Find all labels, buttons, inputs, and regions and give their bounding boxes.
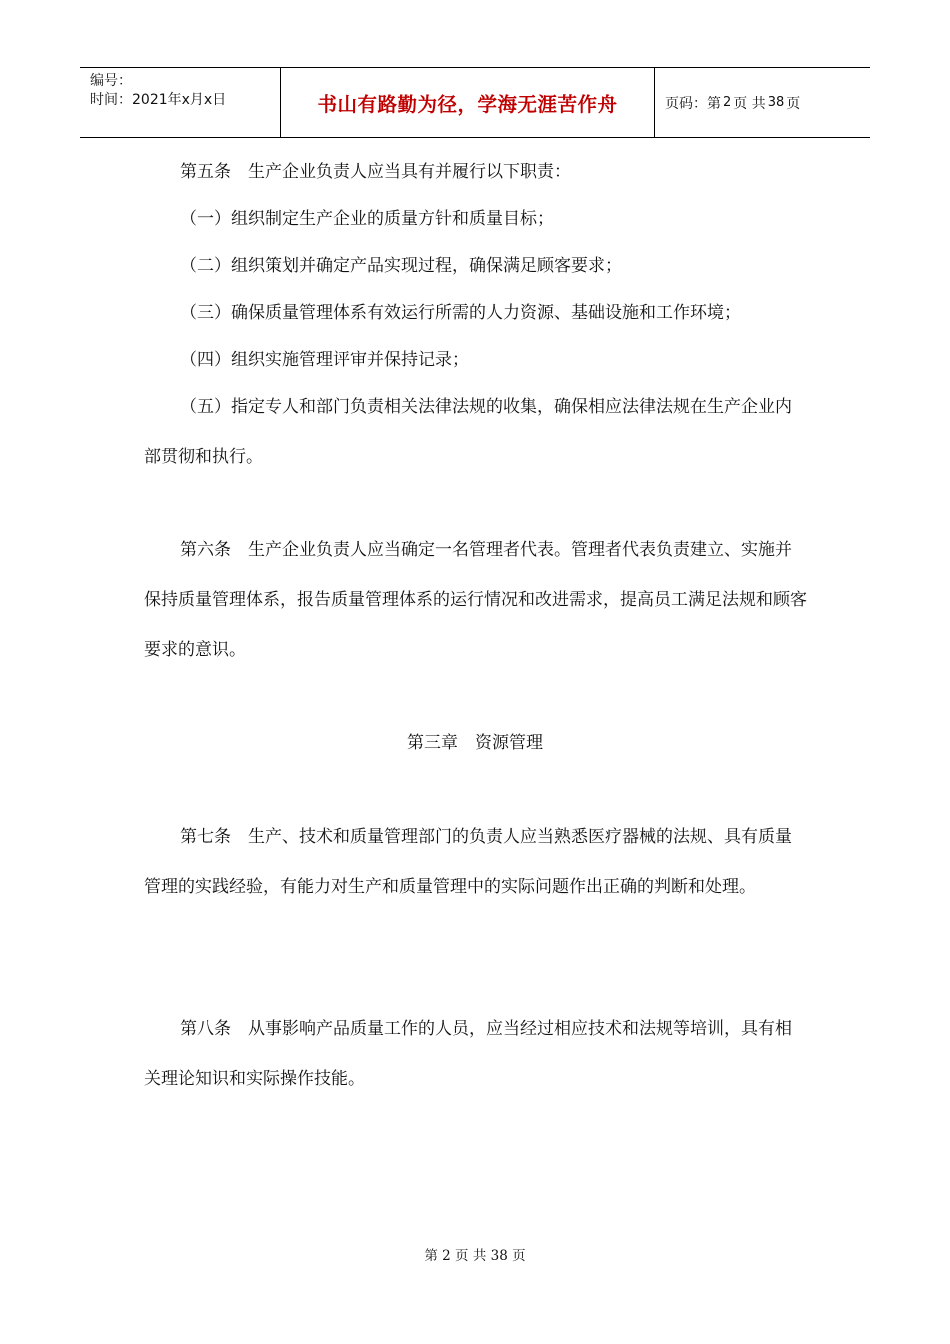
duty-item-3: （三）确保质量管理体系有效运行所需的人力资源、基础设施和工作环境； bbox=[180, 303, 741, 323]
duty-item-4: （四）组织实施管理评审并保持记录； bbox=[180, 350, 469, 370]
page-total: 38 bbox=[767, 95, 785, 110]
page-footer: 第 2 页 共 38 页 bbox=[424, 1248, 526, 1264]
page-prefix: 页码：第 bbox=[665, 95, 721, 112]
duty-item-5: （五）指定专人和部门负责相关法律法规的收集，确保相应法律法规在生产企业内部贯彻和执行。 bbox=[144, 397, 792, 467]
page-header bbox=[80, 67, 870, 138]
header-motto: 书山有路勤为径，学海无涯苦作舟 bbox=[281, 68, 655, 137]
page-mid: 页 共 bbox=[733, 95, 766, 112]
chapter-heading: 第三章 资源管理 bbox=[407, 733, 543, 753]
article-7: 第七条 生产、技术和质量管理部门的负责人应当熟悉医疗器械的法规、具有质量管理的实践经验，有能力对生产和质量管理中的实际问题作出正确的判断和处理。 bbox=[144, 827, 792, 897]
article-6: 第六条 生产企业负责人应当确定一名管理者代表。管理者代表负责建立、实施并保持质量管理体系，报告质量管理体系的运行情况和改进需求，提高员工满足法规和顾客要求的意识。 bbox=[144, 540, 807, 660]
duty-item-2: （二）组织策划并确定产品实现过程，确保满足顾客要求； bbox=[180, 256, 622, 276]
code-label: 编号： bbox=[90, 73, 132, 89]
time-label: 时间：2021年x月x日 bbox=[90, 92, 227, 108]
header-page-info bbox=[655, 68, 870, 137]
article-8: 第八条 从事影响产品质量工作的人员，应当经过相应技术和法规等培训，具有相关理论知识和实际操作技能。 bbox=[144, 1019, 792, 1089]
page-current: 2 bbox=[723, 95, 732, 110]
page-suffix: 页 bbox=[786, 95, 801, 112]
article-5: 第五条 生产企业负责人应当具有并履行以下职责： bbox=[180, 162, 571, 182]
header-meta bbox=[80, 68, 281, 137]
duty-item-1: （一）组织制定生产企业的质量方针和质量目标； bbox=[180, 209, 554, 229]
